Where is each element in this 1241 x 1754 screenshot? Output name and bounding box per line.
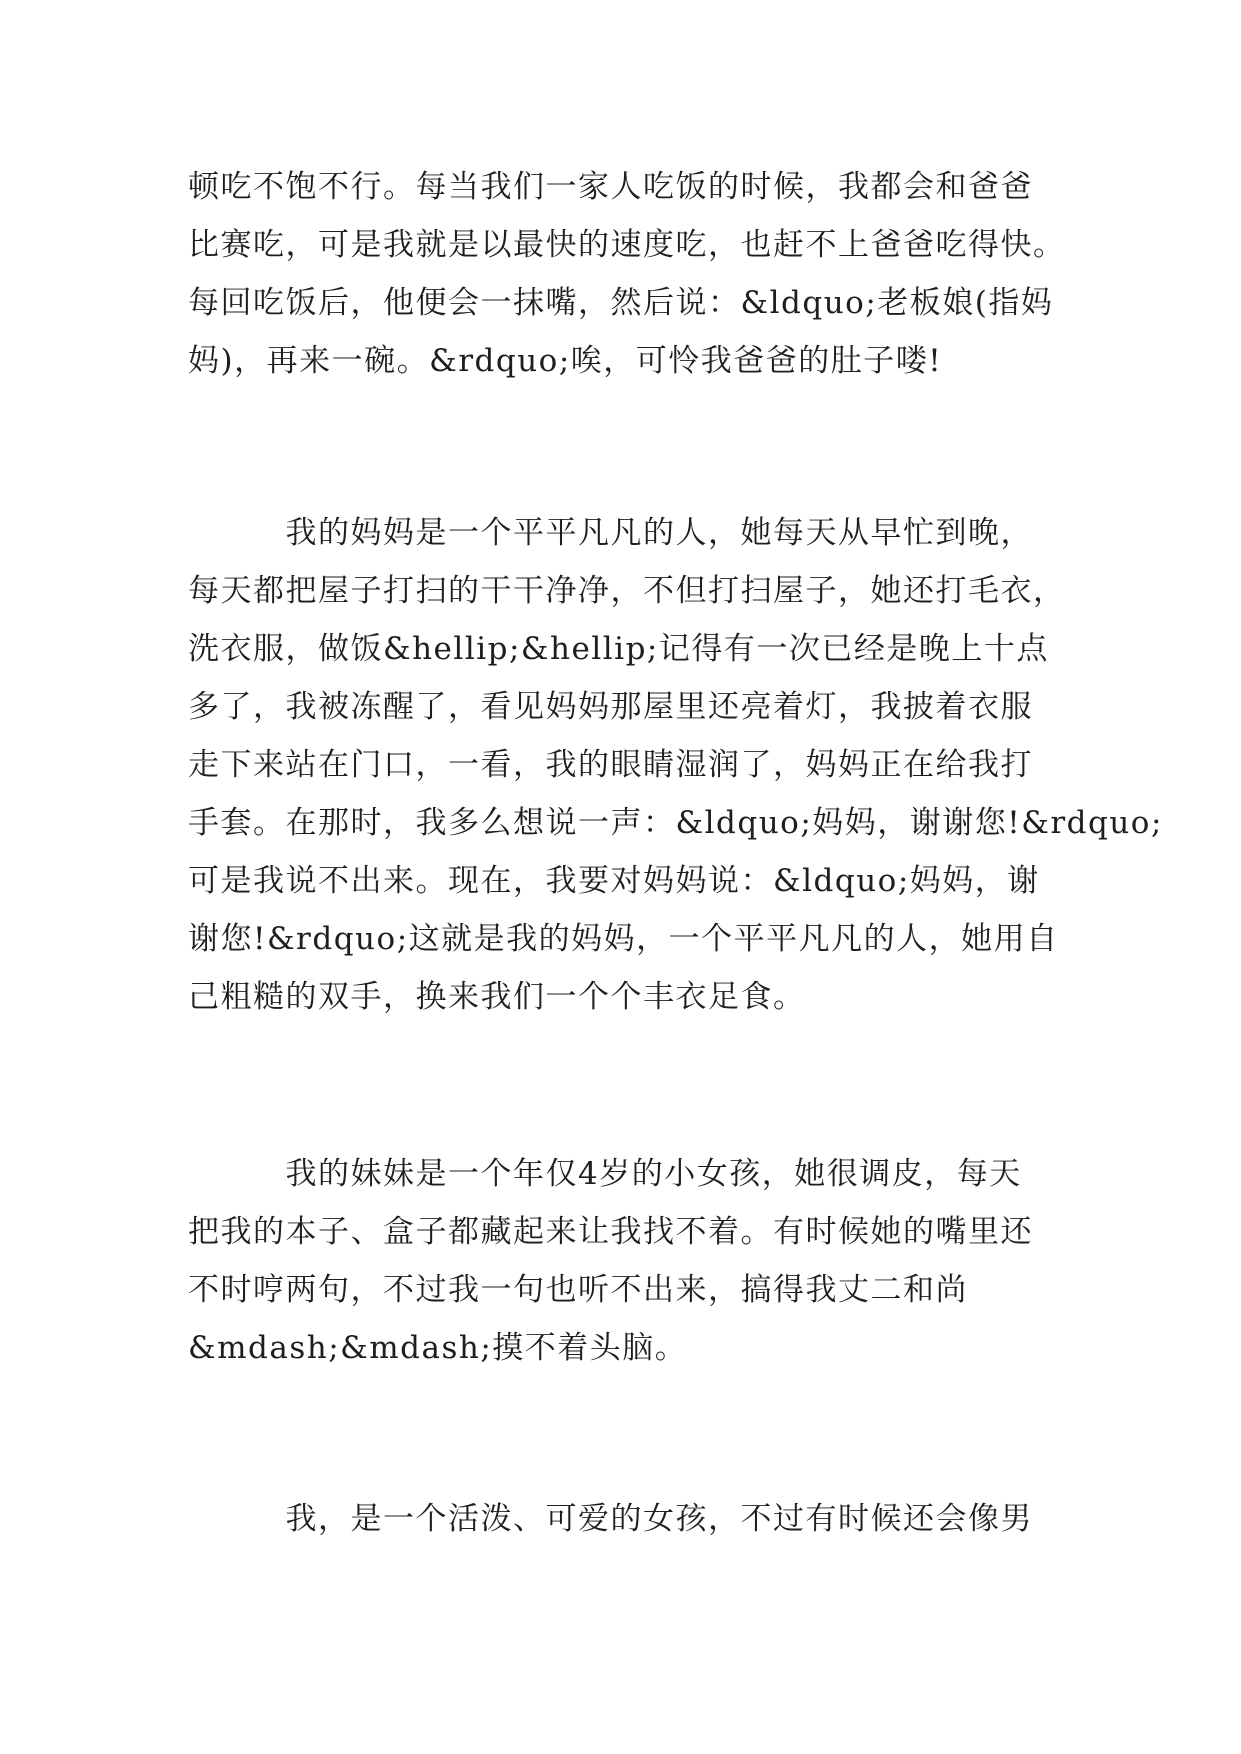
text-line: 每回吃饭后，他便会一抹嘴，然后说：&ldquo;老板娘(指妈 [188, 285, 1054, 321]
text-line: &mdash;&mdash;摸不着头脑。 [188, 1330, 688, 1366]
paragraph-father [188, 158, 1068, 390]
text-line: 我的妈妈是一个平平凡凡的人，她每天从早忙到晚， [188, 515, 1033, 551]
text-line: 比赛吃，可是我就是以最快的速度吃，也赶不上爸爸吃得快。 [188, 227, 1066, 263]
paragraph-self [188, 1490, 1068, 1548]
text-line: 每天都把屋子打扫的干干净净，不但打扫屋子，她还打毛衣， [188, 573, 1066, 609]
paragraph-mother [188, 504, 1163, 1026]
text-line: 谢您!&rdquo;这就是我的妈妈，一个平平凡凡的人，她用自 [188, 921, 1059, 957]
text-line: 多了，我被冻醒了，看见妈妈那屋里还亮着灯，我披着衣服 [188, 689, 1033, 725]
paragraph-sister [188, 1145, 1068, 1377]
text-line: 不时哼两句，不过我一句也听不出来，搞得我丈二和尚 [188, 1272, 968, 1308]
text-line: 顿吃不饱不行。每当我们一家人吃饭的时候，我都会和爸爸 [188, 169, 1033, 205]
text-line: 走下来站在门口，一看，我的眼睛湿润了，妈妈正在给我打 [188, 747, 1033, 783]
text-line: 妈)，再来一碗。&rdquo;唉，可怜我爸爸的肚子喽! [188, 343, 943, 379]
text-line: 把我的本子、盒子都藏起来让我找不着。有时候她的嘴里还 [188, 1214, 1033, 1250]
text-line: 我，是一个活泼、可爱的女孩，不过有时候还会像男 [188, 1501, 1033, 1537]
text-line: 我的妹妹是一个年仅4岁的小女孩，她很调皮，每天 [188, 1156, 1022, 1192]
text-line: 手套。在那时，我多么想说一声：&ldquo;妈妈，谢谢您!&rdquo; [188, 805, 1163, 841]
text-line: 己粗糙的双手，换来我们一个个丰衣足食。 [188, 979, 806, 1015]
text-line: 洗衣服，做饭&hellip;&hellip;记得有一次已经是晚上十点 [188, 631, 1049, 667]
text-line: 可是我说不出来。现在，我要对妈妈说：&ldquo;妈妈，谢 [188, 863, 1040, 899]
